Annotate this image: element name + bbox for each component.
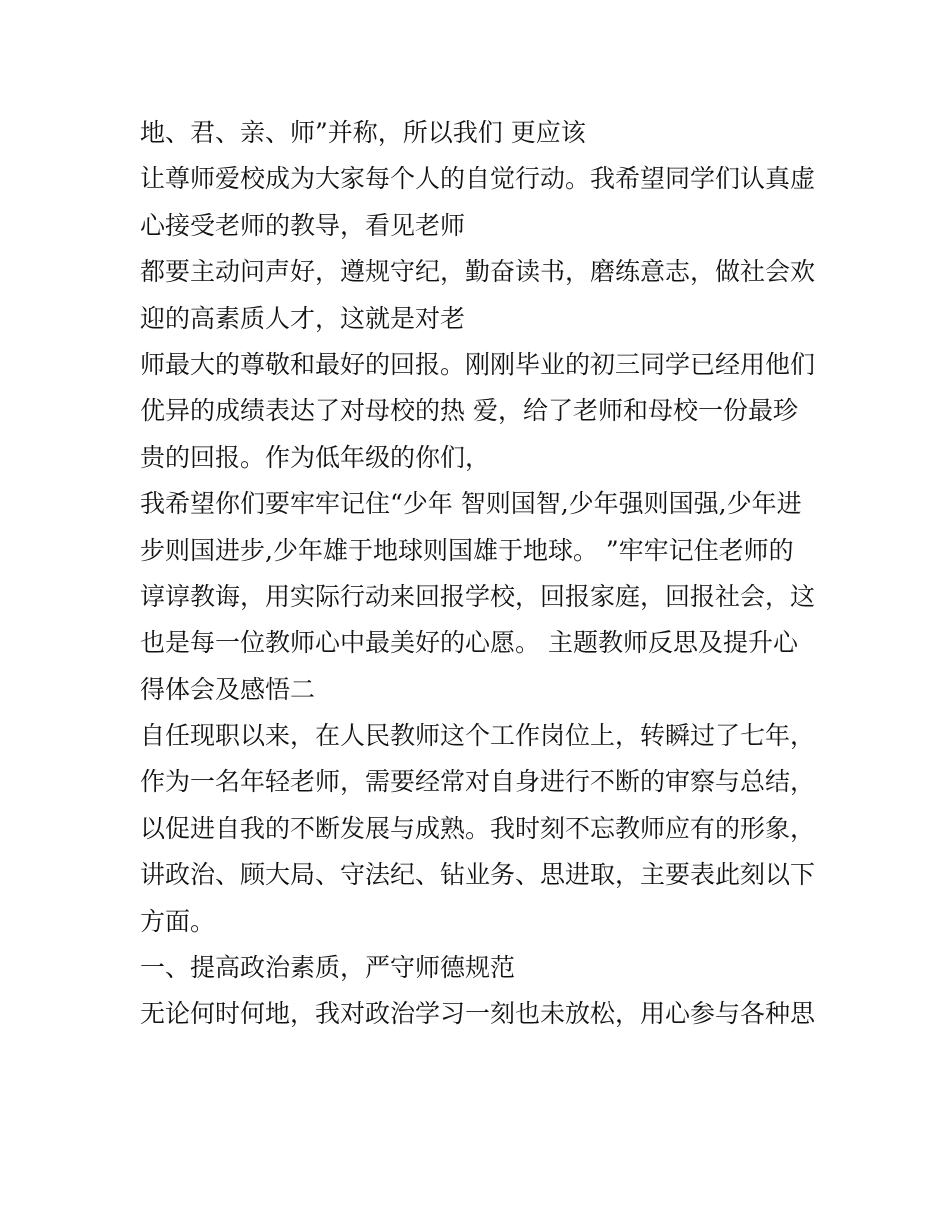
text-line: 让尊师爱校成为大家每个人的自觉行动。我希望同学们认真虚 — [140, 164, 816, 194]
text-line: 心接受老师的教导，看见老师 — [140, 210, 466, 240]
text-line: 方面。 — [140, 906, 216, 936]
text-line: 优异的成绩表达了对母校的热 爱，给了老师和母校一份最珍 — [140, 396, 798, 426]
body-text — [140, 110, 830, 1038]
section-heading: 得体会及感悟二 — [140, 674, 316, 704]
text-line: 步则国进步,少年雄于地球则国雄于地球。 ”牢牢记住老师的 — [140, 535, 794, 565]
text-line: 都要主动问声好，遵规守纪，勤奋读书，磨练意志，做社会欢 — [140, 257, 816, 287]
text-line: 谆谆教诲，用实际行动来回报学校，回报家庭，回报社会，这 — [140, 581, 816, 611]
text-line: 讲政治、顾大局、守法纪、钻业务、思进取，主要表此刻以下 — [140, 860, 816, 890]
text-line: 师最大的尊敬和最好的回报。刚刚毕业的初三同学已经用他们 — [140, 349, 816, 379]
text-line: 无论何时何地，我对政治学习一刻也未放松，用心参与各种思 — [140, 999, 816, 1029]
text-line: 我希望你们要牢牢记住“少年 智则国智,少年强则国强,少年进 — [140, 489, 802, 519]
subsection-heading: 一、提高政治素质，严守师德规范 — [140, 953, 516, 983]
text-line: 地、君、亲、师”并称，所以我们 更应该 — [140, 118, 586, 147]
text-line: 作为一名年轻老师，需要经常对自身进行不断的审察与总结， — [140, 767, 816, 797]
text-line: 迎的高素质人才，这就是对老 — [140, 303, 466, 333]
text-line: 自任现职以来，在人民教师这个工作岗位上，转瞬过了七年， — [140, 721, 816, 751]
text-line: 贵的回报。作为低年级的你们， — [140, 442, 491, 472]
text-line: 也是每一位教师心中最美好的心愿。 主题教师反思及提升心 — [140, 628, 798, 658]
text-line: 以促进自我的不断发展与成熟。我时刻不忘教师应有的形象， — [140, 813, 816, 843]
